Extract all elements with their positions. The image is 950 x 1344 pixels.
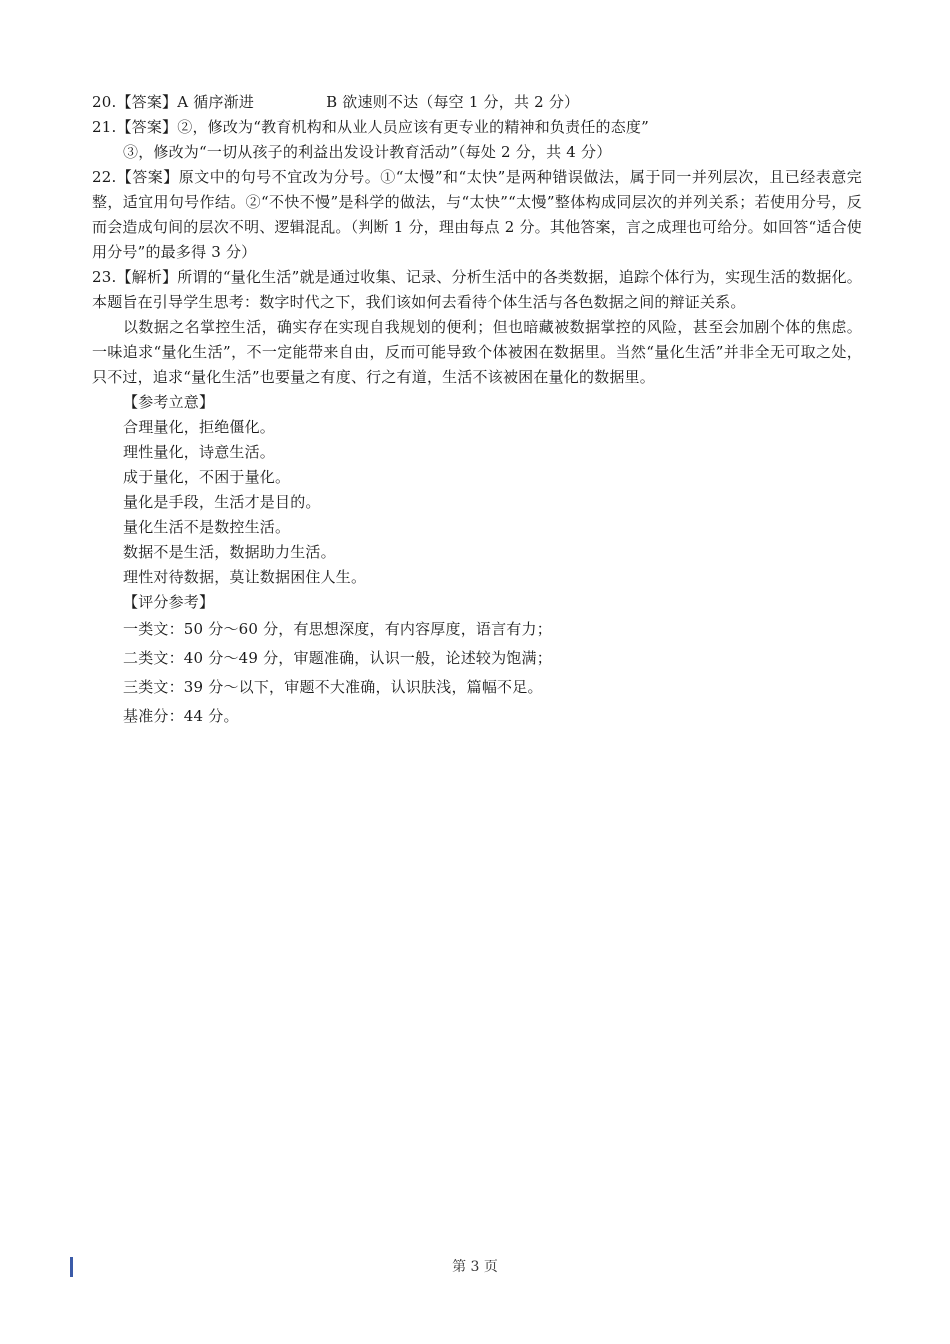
q23-analysis-paragraph-2: 以数据之名掌控生活，确实存在实现自我规划的便利；但也暗藏被数据掌控的风险，甚至会加剧个体的焦虑。一味追求“量化生活”，不一定能带来自由，反而可能导致个体被困在数据里。当然“量化生活”并非全无可取之处，只不过，追求“量化生活”也要量之有度、行之有道，生活不该被困在量化的数据里。	[92, 318, 862, 386]
reference-idea-item: 量化是手段，生活才是目的。	[123, 493, 321, 511]
reference-idea-item: 理性对待数据，莫让数据困住人生。	[123, 568, 367, 586]
scoring-item: 三类文：39 分～以下，审题不大准确，认识肤浅，篇幅不足。	[123, 678, 543, 696]
reference-idea-item: 合理量化，拒绝僵化。	[123, 418, 276, 436]
q20-answer	[92, 90, 862, 115]
reference-idea-item: 成于量化，不困于量化。	[123, 468, 291, 486]
reference-ideas-heading: 【参考立意】	[123, 393, 215, 411]
scoring-item: 二类文：40 分～49 分，审题准确，认识一般，论述较为饱满；	[123, 649, 552, 667]
answer-document	[92, 90, 862, 731]
q20-label: 20.【答案】	[92, 93, 178, 111]
q20-answer-a: A 循序渐进	[177, 93, 255, 111]
scoring-reference-heading: 【评分参考】	[123, 593, 215, 611]
q21-answer-line1: 21.【答案】②，修改为“教育机构和从业人员应该有更专业的精神和负责任的态度”	[92, 118, 649, 136]
q21-answer-line2: ③，修改为“一切从孩子的利益出发设计教育活动”（每处 2 分，共 4 分）	[123, 143, 612, 161]
reference-idea-item: 理性量化，诗意生活。	[123, 443, 276, 461]
reference-idea-item: 数据不是生活，数据助力生活。	[123, 543, 336, 561]
q23-analysis: 23.【解析】所谓的“量化生活”就是通过收集、记录、分析生活中的各类数据，追踪个体行为，实现生活的数据化。本题旨在引导学生思考：数字时代之下，我们该如何去看待个体生活与各色数据之间的辩证关系。	[92, 268, 862, 311]
reference-idea-item: 量化生活不是数控生活。	[123, 518, 291, 536]
scoring-item: 一类文：50 分～60 分，有思想深度，有内容厚度，语言有力；	[123, 620, 552, 638]
q22-answer: 22.【答案】原文中的句号不宜改为分号。①“太慢”和“太快”是两种错误做法，属于同一并列层次，且已经表意完整，适宜用句号作结。②“不快不慢”是科学的做法，与“太快”“太慢”整体构成同层次的并列关系；若使用分号，反而会造成句间的层次不明、逻辑混乱。（判断 1 分，理由每点 2 分。其他答案，言之成理也可给分。如回答“适合使用分号”的最多得 3 分）	[92, 168, 862, 261]
page-number: 第 3 页	[452, 1259, 498, 1275]
scoring-item: 基准分：44 分。	[123, 707, 239, 725]
q20-answer-b: B 欲速则不达（每空 1 分，共 2 分）	[326, 93, 580, 111]
